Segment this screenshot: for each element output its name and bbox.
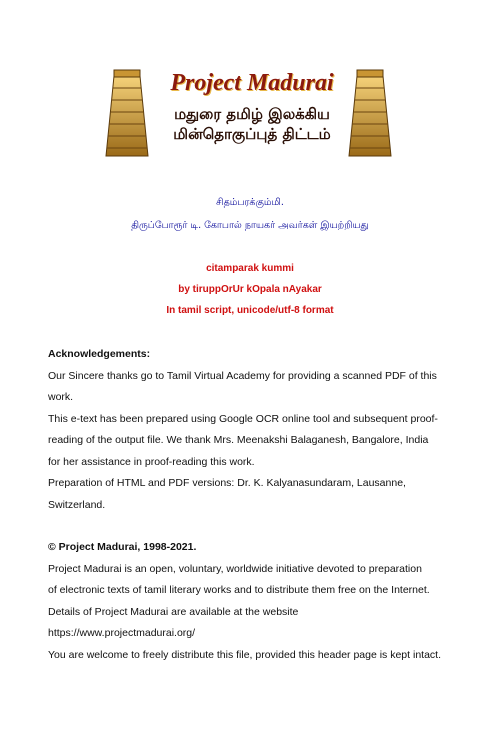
tamil-author: திருப்போரூர் டி. கோபால் நாயகர் அவர்கள் இயற்றியது [131, 220, 369, 231]
copyright-heading: © Project Madurai, 1998-2021. [48, 541, 197, 553]
author-transliteration: by tiruppOrUr kOpala nAyakar [178, 284, 322, 295]
banner-title: Project Madurai [170, 70, 334, 96]
title-transliteration: citamparak kummi [206, 263, 294, 274]
format-note: In tamil script, unicode/utf-8 format [166, 305, 334, 316]
ack-line: Preparation of HTML and PDF versions: Dr. K. Kalyanasundaram, Lausanne, [48, 477, 406, 489]
banner-tamil-line-2: மின்தொகுப்புத் திட்டம் [173, 125, 331, 143]
copyright-line: Details of Project Madurai are available at the website [48, 605, 299, 618]
acknowledgements-heading: Acknowledgements: [48, 348, 151, 360]
ack-line: for her assistance in proof-reading this work. [48, 455, 255, 468]
website-link[interactable]: https://www.projectmadurai.org/ [48, 627, 196, 639]
copyright-line: Project Madurai is an open, voluntary, worldwide initiative devoted to preparation [48, 562, 422, 575]
copyright-line: of electronic texts of tamil literary works and to distribute them free on the Internet. [48, 584, 430, 596]
ack-line: Our Sincere thanks go to Tamil Virtual Academy for providing a scanned PDF of this [48, 369, 437, 382]
copyright-line: You are welcome to freely distribute this file, provided this header page is kept intact. [48, 648, 441, 661]
tamil-title: சிதம்பரக்கும்மி. [216, 197, 284, 208]
banner-tamil-line-1: மதுரை தமிழ் இலக்கிய [174, 105, 330, 123]
ack-line: work. [48, 391, 74, 403]
ack-line: reading of the output file. We thank Mrs. Meenakshi Balaganesh, Bangalore, India [48, 434, 429, 446]
acknowledgements-section [48, 344, 458, 516]
copyright-section [48, 537, 458, 666]
ack-line: This e-text has been prepared using Google OCR online tool and subsequent proof- [48, 412, 438, 425]
ack-line: Switzerland. [48, 498, 106, 511]
project-madurai-banner [96, 68, 401, 158]
